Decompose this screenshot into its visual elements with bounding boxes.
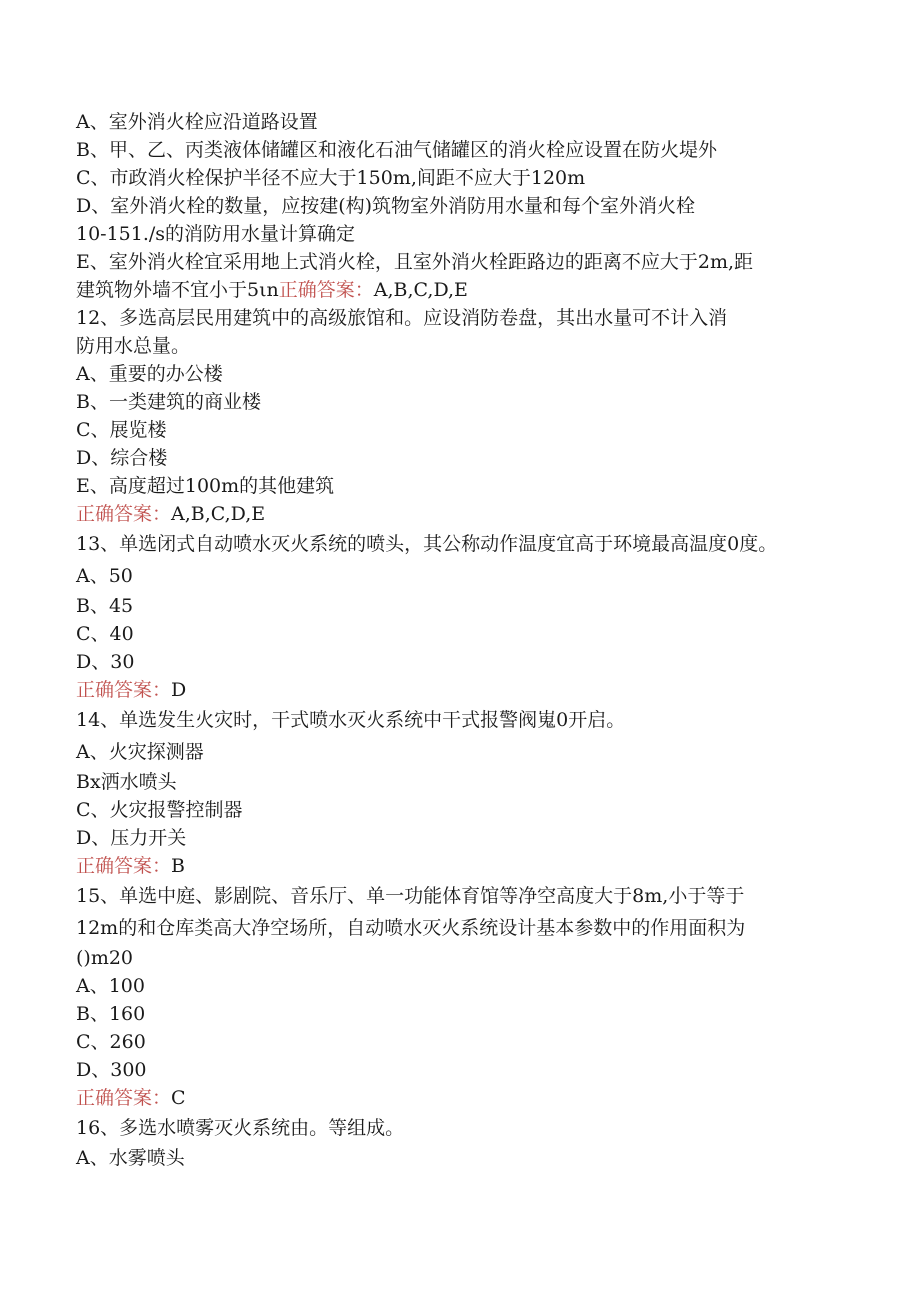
answer-value: A,B,C,D,E xyxy=(171,503,266,525)
line-text: A、火灾探测器 xyxy=(76,741,204,763)
line-text: 12、多选高层民用建筑中的高级旅馆和。应设消防卷盘，其出水量可不计入消 xyxy=(76,307,728,329)
question-14 xyxy=(76,704,866,736)
answer-label: 正确答案： xyxy=(278,279,374,301)
line-text: C、火灾报警控制器 xyxy=(76,799,243,821)
option-c xyxy=(76,796,866,824)
option-c xyxy=(76,620,866,648)
option-d-continued xyxy=(76,220,866,248)
option-a xyxy=(76,360,866,388)
option-a xyxy=(76,972,866,1000)
option-a xyxy=(76,736,866,768)
line-text: C、260 xyxy=(76,1031,146,1053)
option-d xyxy=(76,192,866,220)
line-text: B、一类建筑的商业楼 xyxy=(76,391,261,413)
option-a xyxy=(76,560,866,592)
answer-value: A,B,C,D,E xyxy=(373,279,468,301)
answer-line xyxy=(76,676,866,704)
line-text: D、300 xyxy=(76,1059,147,1081)
line-text: D、室外消火栓的数量，应按建(构)筑物室外消防用水量和每个室外消火栓 xyxy=(76,195,696,217)
line-text: D、压力开关 xyxy=(76,827,187,849)
option-d xyxy=(76,444,866,472)
answer-label: 正确答案： xyxy=(76,1087,172,1109)
option-d xyxy=(76,1056,866,1084)
line-text: ()m20 xyxy=(76,947,134,969)
option-c xyxy=(76,1028,866,1056)
line-text: 13、单选闭式自动喷水灭火系统的喷头，其公称动作温度宜高于环境最高温度0度。 xyxy=(76,533,778,555)
line-text: 防用水总量。 xyxy=(76,335,191,357)
option-b xyxy=(76,592,866,620)
line-text: D、综合楼 xyxy=(76,447,168,469)
answer-value: D xyxy=(171,679,187,701)
option-c xyxy=(76,416,866,444)
answer-label: 正确答案： xyxy=(76,503,172,525)
line-text: 14、单选发生火灾时，干式喷水灭火系统中干式报警阀嵬0开启。 xyxy=(76,709,626,731)
line-text: D、30 xyxy=(76,651,135,673)
question-13 xyxy=(76,528,866,560)
option-a xyxy=(76,108,866,136)
line-text: A、重要的办公楼 xyxy=(76,363,223,385)
line-text: 16、多选水喷雾灭火系统由。等组成。 xyxy=(76,1117,405,1139)
line-text: E、室外消火栓宜采用地上式消火栓，且室外消火栓距路边的距离不应大于2m,距 xyxy=(76,251,754,273)
option-a xyxy=(76,1144,866,1172)
option-e-continued xyxy=(76,276,866,304)
line-text: 建筑物外墙不宜小于5ιn xyxy=(76,279,279,301)
answer-label: 正确答案： xyxy=(76,855,172,877)
answer-line xyxy=(76,500,866,528)
option-b xyxy=(76,768,866,796)
line-text: C、展览楼 xyxy=(76,419,167,441)
line-text: A、50 xyxy=(76,565,133,587)
answer-value: C xyxy=(171,1087,186,1109)
document-body xyxy=(76,108,866,1172)
question-15-continued xyxy=(76,944,866,972)
line-text: B、160 xyxy=(76,1003,146,1025)
option-b xyxy=(76,388,866,416)
option-e xyxy=(76,248,866,276)
line-text: C、市政消火栓保护半径不应大于150m,间距不应大于120m xyxy=(76,167,586,189)
line-text: A、室外消火栓应沿道路设置 xyxy=(76,111,318,133)
line-text: 15、单选中庭、影剧院、音乐厅、单一功能体育馆等净空高度大于8m,小于等于 xyxy=(76,885,745,907)
option-e xyxy=(76,472,866,500)
option-b xyxy=(76,1000,866,1028)
line-text: B、甲、乙、丙类液体储罐区和液化石油气储罐区的消火栓应设置在防火堤外 xyxy=(76,139,717,161)
line-text: 10-151./s的消防用水量计算确定 xyxy=(76,223,356,245)
line-text: C、40 xyxy=(76,623,134,645)
line-text: E、高度超过100m的其他建筑 xyxy=(76,475,335,497)
option-d xyxy=(76,824,866,852)
line-text: A、水雾喷头 xyxy=(76,1147,185,1169)
option-b xyxy=(76,136,866,164)
line-text: Bx洒水喷头 xyxy=(76,771,177,793)
question-12 xyxy=(76,304,866,332)
line-text: A、100 xyxy=(76,975,145,997)
option-d xyxy=(76,648,866,676)
question-15-continued xyxy=(76,912,866,944)
answer-value: B xyxy=(171,855,185,877)
line-text: B、45 xyxy=(76,595,134,617)
answer-line xyxy=(76,1084,866,1112)
answer-line xyxy=(76,852,866,880)
option-c xyxy=(76,164,866,192)
question-15 xyxy=(76,880,866,912)
question-12-continued xyxy=(76,332,866,360)
question-16 xyxy=(76,1112,866,1144)
answer-label: 正确答案： xyxy=(76,679,172,701)
line-text: 12m的和仓库类高大净空场所，自动喷水灭火系统设计基本参数中的作用面积为 xyxy=(76,917,746,939)
